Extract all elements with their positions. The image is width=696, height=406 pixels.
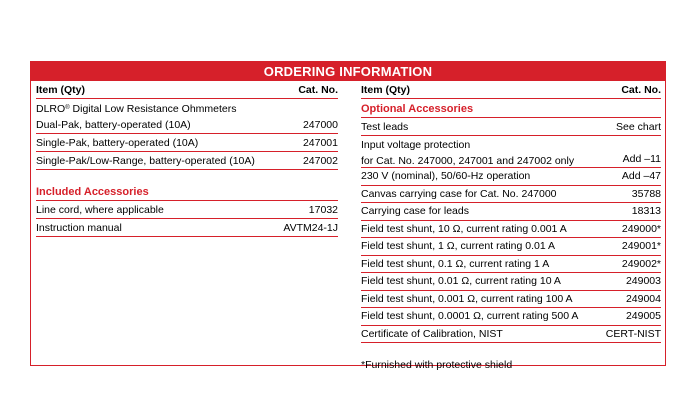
table-row: Field test shunt, 0.0001 Ω, current rating 500 A 249005 [361,308,661,326]
table-row: Single-Pak/Low-Range, battery-operated (10A) 247002 [36,152,338,170]
right-column [361,81,661,373]
table-row: Canvas carrying case for Cat. No. 247000 35788 [361,186,661,204]
left-column [36,81,338,237]
table-row: 230 V (nominal), 50/60-Hz operation Add –47 [361,168,661,186]
product-intro: DLRO® Digital Low Resistance Ohmmeters [36,103,237,115]
table-row: Instruction manual AVTM24-1J [36,219,338,237]
right-header-cat: Cat. No. [621,84,661,96]
ordering-information-box [30,61,666,371]
table-row: Carrying case for leads 18313 [361,203,661,221]
table-row: Single-Pak, battery-operated (10A) 247001 [36,134,338,152]
included-accessories-heading: Included Accessories [36,184,338,201]
right-header-item: Item (Qty) [361,84,411,96]
ordering-information-title: ORDERING INFORMATION [31,62,665,81]
right-header-row [361,81,661,99]
table-row: Field test shunt, 1 Ω, current rating 0.01 A 249001* [361,238,661,256]
optional-accessories-list [361,168,661,343]
table-row: Dual-Pak, battery-operated (10A) 247000 [36,117,338,134]
table-row: Line cord, where applicable 17032 [36,201,338,219]
left-header-row [36,81,338,99]
footnote: *Furnished with protective shield [361,359,513,371]
left-header-cat: Cat. No. [298,84,338,96]
table-row: Field test shunt, 0.001 Ω, current rating 100 A 249004 [361,291,661,309]
table-row: Field test shunt, 10 Ω, current rating 0.001 A 249000* [361,221,661,239]
left-header-item: Item (Qty) [36,84,86,96]
table-row: Field test shunt, 0.01 Ω, current rating 10 A 249003 [361,273,661,291]
table-row: Certificate of Calibration, NIST CERT-NIST [361,326,661,344]
table-row: Test leads See chart [361,118,661,136]
table-row: Field test shunt, 0.1 Ω, current rating 1 A 249002* [361,256,661,274]
table-row: Input voltage protection for Cat. No. 247000, 247001 and 247002 only Add –11 [361,136,661,168]
optional-accessories-heading: Optional Accessories [361,101,661,118]
